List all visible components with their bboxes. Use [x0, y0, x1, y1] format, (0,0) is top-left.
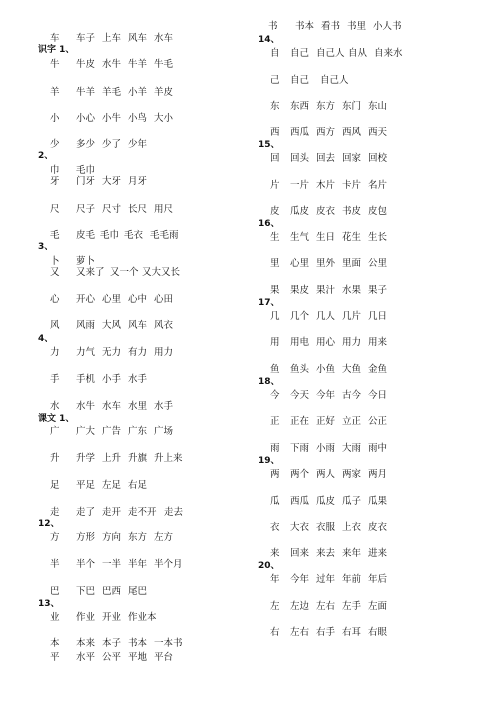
vocab-word: 车子 — [76, 33, 96, 44]
head-character: 西 — [270, 127, 280, 138]
lesson-heading: 12、 — [38, 519, 60, 529]
vocab-word: 生气 — [290, 232, 310, 243]
vocab-word: 小手 — [102, 374, 122, 385]
vocab-word: 左右 — [290, 627, 310, 638]
vocab-word: 长尺 — [128, 204, 148, 215]
vocab-word: 毛巾 — [100, 230, 120, 241]
vocab-word: 东方 — [316, 101, 336, 112]
vocab-word: 古今 — [342, 390, 362, 401]
head-character: 牛 — [50, 59, 60, 70]
vocab-word: 又一个 — [110, 267, 139, 278]
head-character: 巾 — [50, 165, 60, 176]
vocab-word: 年前 — [342, 574, 362, 585]
vocab-word: 回家 — [342, 153, 362, 164]
vocab-word: 两家 — [342, 469, 362, 480]
head-character: 平 — [50, 652, 60, 663]
head-character: 鱼 — [270, 364, 280, 375]
vocab-word: 水里 — [128, 401, 148, 412]
vocab-word: 无力 — [102, 347, 122, 358]
head-character: 自 — [270, 48, 280, 59]
vocab-word: 自己人 — [320, 75, 349, 86]
vocab-word: 又大又长 — [142, 267, 181, 278]
vocab-word: 过年 — [316, 574, 336, 585]
vocab-word: 今年 — [316, 390, 336, 401]
vocab-word: 自从 — [348, 48, 368, 59]
vocab-word: 几日 — [368, 311, 388, 322]
head-character: 两 — [270, 469, 280, 480]
vocab-word: 牛毛 — [154, 59, 174, 70]
vocab-word: 西方 — [316, 127, 336, 138]
vocab-word: 小心 — [76, 113, 96, 124]
vocab-word: 皮衣 — [368, 522, 388, 533]
vocab-word: 风车 — [128, 33, 148, 44]
vocab-word: 小羊 — [128, 87, 148, 98]
vocab-word: 力气 — [76, 347, 96, 358]
right-column — [250, 0, 490, 708]
head-character: 风 — [50, 320, 60, 331]
vocab-word: 半年 — [128, 559, 148, 570]
vocab-word: 用力 — [154, 347, 174, 358]
vocab-word: 西瓜 — [290, 127, 310, 138]
head-character: 牙 — [50, 176, 60, 187]
vocab-word: 作业 — [76, 612, 96, 623]
vocab-word: 书里 — [347, 21, 367, 32]
vocab-word: 左手 — [342, 601, 362, 612]
vocab-word: 里面 — [342, 258, 362, 269]
lesson-heading: 20、 — [258, 561, 280, 571]
vocab-word: 右足 — [128, 480, 148, 491]
head-character: 卜 — [50, 256, 60, 267]
head-character: 水 — [50, 401, 60, 412]
head-character: 半 — [50, 559, 60, 570]
vocab-word: 尾巴 — [128, 586, 148, 597]
vocab-word: 走不开 — [128, 507, 157, 518]
vocab-word: 一片 — [290, 180, 310, 191]
vocab-word: 金鱼 — [368, 364, 388, 375]
vocab-word: 瓜果 — [368, 496, 388, 507]
head-character: 片 — [270, 180, 280, 191]
vocab-word: 大小 — [154, 113, 174, 124]
head-character: 几 — [270, 311, 280, 322]
head-character: 正 — [270, 416, 280, 427]
vocab-word: 书本 — [295, 21, 315, 32]
head-character: 用 — [270, 337, 280, 348]
vocab-word: 几片 — [342, 311, 362, 322]
head-character: 手 — [50, 374, 60, 385]
vocab-word: 回头 — [290, 153, 310, 164]
vocab-word: 方向 — [102, 532, 122, 543]
vocab-word: 本来 — [76, 638, 96, 649]
vocab-word: 右手 — [316, 627, 336, 638]
vocab-word: 东门 — [342, 101, 362, 112]
vocab-word: 瓜皮 — [290, 206, 310, 217]
vocab-word: 升上来 — [154, 453, 183, 464]
vocab-word: 一本书 — [154, 638, 183, 649]
vocab-word: 果汁 — [316, 285, 336, 296]
vocab-word: 巴西 — [102, 586, 122, 597]
vocab-word: 左足 — [102, 480, 122, 491]
vocab-word: 小鸟 — [128, 113, 148, 124]
head-character: 方 — [50, 532, 60, 543]
head-character: 来 — [270, 548, 280, 559]
head-character: 小 — [50, 113, 60, 124]
vocab-word: 风雨 — [76, 320, 96, 331]
vocab-word: 升旗 — [128, 453, 148, 464]
vocab-word: 心田 — [154, 294, 174, 305]
vocab-word: 西瓜 — [290, 496, 310, 507]
head-character: 足 — [50, 480, 60, 491]
head-character: 今 — [270, 390, 280, 401]
vocab-word: 风车 — [128, 320, 148, 331]
vocab-word: 果子 — [368, 285, 388, 296]
left-column — [0, 0, 240, 708]
vocab-word: 雨中 — [368, 443, 388, 454]
vocab-word: 水平 — [76, 652, 96, 663]
vocab-word: 鱼头 — [290, 364, 310, 375]
vocab-word: 自来水 — [374, 48, 403, 59]
vocab-word: 少年 — [128, 139, 148, 150]
vocab-word: 两月 — [368, 469, 388, 480]
vocab-word: 广告 — [102, 426, 122, 437]
vocab-word: 开心 — [76, 294, 96, 305]
head-character: 己 — [270, 75, 280, 86]
lesson-heading: 16、 — [258, 219, 280, 229]
vocab-word: 又来了 — [76, 267, 105, 278]
vocab-word: 书本 — [128, 638, 148, 649]
vocab-word: 生长 — [368, 232, 388, 243]
vocab-word: 水手 — [128, 374, 148, 385]
head-character: 东 — [270, 101, 280, 112]
vocab-word: 自己人 — [316, 48, 345, 59]
vocab-word: 水牛 — [76, 401, 96, 412]
vocab-word: 心里 — [102, 294, 122, 305]
vocab-word: 本子 — [102, 638, 122, 649]
vocab-word: 瓜子 — [342, 496, 362, 507]
head-character: 回 — [270, 153, 280, 164]
vocab-word: 几人 — [316, 311, 336, 322]
lesson-heading: 14、 — [258, 35, 280, 45]
vocab-word: 走开 — [102, 507, 122, 518]
head-character: 心 — [50, 294, 60, 305]
vocab-word: 书皮 — [342, 206, 362, 217]
vocab-word: 公里 — [368, 258, 388, 269]
vocab-word: 平足 — [76, 480, 96, 491]
vocab-word: 尺子 — [76, 204, 96, 215]
vocab-word: 月牙 — [128, 176, 148, 187]
head-character: 皮 — [270, 206, 280, 217]
vocab-word: 用来 — [368, 337, 388, 348]
vocab-word: 大鱼 — [342, 364, 362, 375]
vocab-word: 萝卜 — [76, 256, 96, 267]
head-character: 本 — [50, 638, 60, 649]
vocab-word: 回来 — [290, 548, 310, 559]
vocab-word: 走去 — [164, 507, 184, 518]
vocab-word: 心中 — [128, 294, 148, 305]
head-character: 尺 — [50, 204, 60, 215]
vocab-word: 平台 — [154, 652, 174, 663]
vocab-word: 大风 — [102, 320, 122, 331]
vocab-word: 水牛 — [102, 59, 122, 70]
vocab-word: 大雨 — [342, 443, 362, 454]
head-character: 又 — [50, 267, 60, 278]
head-character: 走 — [50, 507, 60, 518]
vocab-word: 左边 — [290, 601, 310, 612]
vocab-word: 今日 — [368, 390, 388, 401]
vocab-word: 水果 — [342, 285, 362, 296]
vocab-word: 皮毛 — [76, 230, 96, 241]
vocab-word: 东西 — [290, 101, 310, 112]
vocab-word: 作业本 — [128, 612, 157, 623]
vocab-word: 小鱼 — [316, 364, 336, 375]
vocab-word: 半个月 — [154, 559, 183, 570]
vocab-word: 两个 — [290, 469, 310, 480]
head-character: 少 — [50, 139, 60, 150]
vocab-word: 下巴 — [76, 586, 96, 597]
vocab-word: 自己 — [290, 75, 310, 86]
vocab-word: 回校 — [368, 153, 388, 164]
vocab-word: 用尺 — [154, 204, 174, 215]
vocab-word: 大牙 — [102, 176, 122, 187]
head-character: 升 — [50, 453, 60, 464]
lesson-heading: 4、 — [38, 334, 54, 344]
vocab-word: 有力 — [128, 347, 148, 358]
vocab-word: 左方 — [154, 532, 174, 543]
vocab-word: 下雨 — [290, 443, 310, 454]
vocab-word: 上升 — [102, 453, 122, 464]
head-character: 果 — [270, 285, 280, 296]
vocab-word: 西天 — [368, 127, 388, 138]
head-character: 右 — [270, 627, 280, 638]
head-character: 毛 — [50, 230, 60, 241]
vocab-word: 立正 — [342, 416, 362, 427]
vocab-word: 小雨 — [316, 443, 336, 454]
vocab-word: 东山 — [368, 101, 388, 112]
vocab-word: 回去 — [316, 153, 336, 164]
vocab-word: 左面 — [368, 601, 388, 612]
vocab-word: 大衣 — [290, 522, 310, 533]
vocab-word: 公平 — [102, 652, 122, 663]
lesson-heading: 17、 — [258, 298, 280, 308]
vocab-word: 羊毛 — [102, 87, 122, 98]
head-character: 年 — [270, 574, 280, 585]
vocab-word: 小牛 — [102, 113, 122, 124]
vocab-word: 少了 — [102, 139, 122, 150]
lesson-heading: 13、 — [38, 599, 60, 609]
lesson-heading: 19、 — [258, 456, 280, 466]
vocab-word: 生日 — [316, 232, 336, 243]
lesson-heading: 识字 1、 — [38, 45, 75, 55]
vocab-word: 用电 — [290, 337, 310, 348]
vocab-word: 来去 — [316, 548, 336, 559]
vocab-word: 进来 — [368, 548, 388, 559]
vocab-word: 牛皮 — [76, 59, 96, 70]
head-character: 书 — [268, 21, 278, 32]
vocab-word: 木片 — [316, 180, 336, 191]
head-character: 衣 — [270, 522, 280, 533]
vocab-word: 东方 — [128, 532, 148, 543]
head-character: 羊 — [50, 87, 60, 98]
vocab-word: 广大 — [76, 426, 96, 437]
vocab-word: 毛巾 — [76, 165, 96, 176]
vocab-word: 半个 — [76, 559, 96, 570]
vocab-word: 升学 — [76, 453, 96, 464]
vocab-word: 正在 — [290, 416, 310, 427]
vocab-word: 衣服 — [316, 522, 336, 533]
vocab-word: 公正 — [368, 416, 388, 427]
vocab-word: 一半 — [102, 559, 122, 570]
vocab-word: 水手 — [154, 401, 174, 412]
head-character: 广 — [50, 426, 60, 437]
vocab-word: 手机 — [76, 374, 96, 385]
vocab-word: 名片 — [368, 180, 388, 191]
vocab-word: 风衣 — [154, 320, 174, 331]
vocab-word: 西风 — [342, 127, 362, 138]
vocab-word: 今年 — [290, 574, 310, 585]
vocab-word: 尺寸 — [102, 204, 122, 215]
vocab-word: 多少 — [76, 139, 96, 150]
vocab-word: 卡片 — [342, 180, 362, 191]
vocab-word: 正好 — [316, 416, 336, 427]
vocab-word: 牛羊 — [76, 87, 96, 98]
lesson-heading: 3、 — [38, 242, 54, 252]
vocab-word: 水车 — [102, 401, 122, 412]
vocab-word: 上车 — [102, 33, 122, 44]
vocab-word: 羊皮 — [154, 87, 174, 98]
vocab-word: 上衣 — [342, 522, 362, 533]
vocab-word: 瓜皮 — [316, 496, 336, 507]
vocab-word: 平地 — [128, 652, 148, 663]
lesson-heading: 15、 — [258, 140, 280, 150]
head-character: 生 — [270, 232, 280, 243]
vocab-word: 走了 — [76, 507, 96, 518]
vocab-word: 皮衣 — [316, 206, 336, 217]
vocab-word: 用心 — [316, 337, 336, 348]
vocab-word: 广东 — [128, 426, 148, 437]
vocab-word: 皮包 — [368, 206, 388, 217]
head-character: 车 — [50, 33, 60, 44]
vocab-word: 毛毛雨 — [150, 230, 179, 241]
vocab-word: 心里 — [290, 258, 310, 269]
vocab-word: 水车 — [154, 33, 174, 44]
lesson-heading: 课文 1、 — [38, 414, 75, 424]
vocab-word: 花生 — [342, 232, 362, 243]
vocab-word: 开业 — [102, 612, 122, 623]
vocab-word: 右眼 — [368, 627, 388, 638]
vocab-word: 小人书 — [373, 21, 402, 32]
vocab-word: 果皮 — [290, 285, 310, 296]
vocab-word: 用力 — [342, 337, 362, 348]
vocab-word: 年后 — [368, 574, 388, 585]
head-character: 业 — [50, 612, 60, 623]
head-character: 瓜 — [270, 496, 280, 507]
vocab-word: 来年 — [342, 548, 362, 559]
vocab-word: 门牙 — [76, 176, 96, 187]
vocab-word: 里外 — [316, 258, 336, 269]
vocab-word: 牛羊 — [128, 59, 148, 70]
vocab-word: 左右 — [316, 601, 336, 612]
vocab-word: 两人 — [316, 469, 336, 480]
vocab-word: 几个 — [290, 311, 310, 322]
vocab-word: 今天 — [290, 390, 310, 401]
vocab-word: 右耳 — [342, 627, 362, 638]
vocab-word: 方形 — [76, 532, 96, 543]
vocab-word: 看书 — [321, 21, 341, 32]
head-character: 力 — [50, 347, 60, 358]
lesson-heading: 2、 — [38, 151, 54, 161]
head-character: 雨 — [270, 443, 280, 454]
head-character: 里 — [270, 258, 280, 269]
head-character: 左 — [270, 601, 280, 612]
lesson-heading: 18、 — [258, 377, 280, 387]
vocab-word: 自己 — [290, 48, 310, 59]
vocab-word: 毛衣 — [124, 230, 144, 241]
head-character: 巴 — [50, 586, 60, 597]
vocab-word: 广场 — [154, 426, 174, 437]
